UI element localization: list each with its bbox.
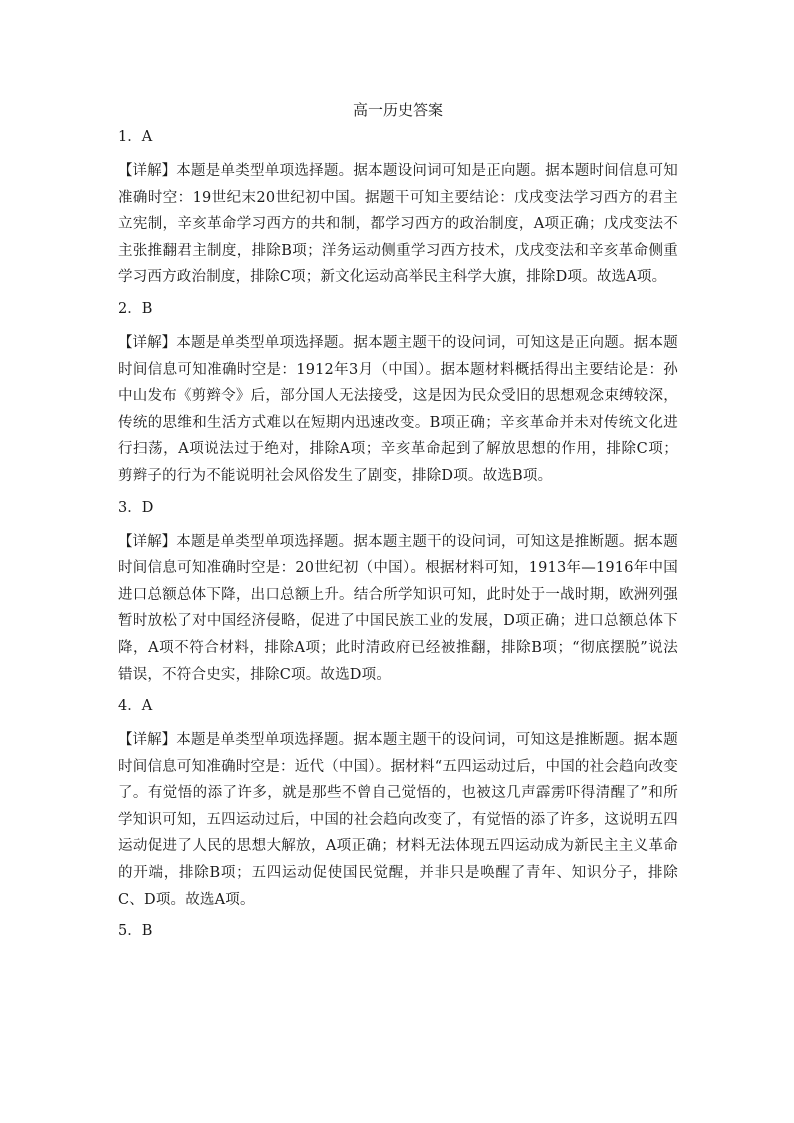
answer-explanation-1 [118, 158, 678, 291]
explanation-label: 【详解】 [118, 732, 177, 749]
explanation-text: 本题是单类型单项选择题。据本题主题干的设问词，可知这是正向题。据本题时间信息可知准确时空是：1912年3月（中国）。据本题材料概括得出主要结论是：孙中山发布《剪辫令》后，部分国人无法接受，这是因为民众受旧的思想观念束缚较深，传统的思维和生活方式难以在短期内迅速改变。B项正确；辛亥革命并未对传统文化进行扫荡，A项说法过于绝对，排除A项；辛亥革命起到了解放思想的作用，排除C项；剪辫子的行为不能说明社会风俗发生了剧变，排除D项。故选B项。 [118, 334, 679, 484]
answer-number-4: 4．A [118, 698, 153, 715]
explanation-label: 【详解】 [118, 163, 177, 179]
answer-number-3: 3．D [118, 499, 154, 516]
answer-number-2: 2．B [118, 300, 153, 317]
explanation-label: 【详解】 [118, 533, 177, 550]
answer-number-1: 1．A [118, 129, 153, 145]
answer-explanation-2 [118, 330, 678, 490]
explanation-text: 本题是单类型单项选择题。据本题设问词可知是正向题。据本题时间信息可知准确时空：19世纪末20世纪初中国。据题干可知主要结论：戊戌变法学习西方的君主立宪制，辛亥革命学习西方的共和制，都学习西方的政治制度，A项正确；戊戌变法不主张推翻君主制度，排除B项；洋务运动侧重学习西方技术，戊戌变法和辛亥革命侧重学习西方政治制度，排除C项；新文化运动高举民主科学大旗，排除D项。故选A项。 [118, 163, 679, 286]
page-title: 高一历史答案 [352, 101, 443, 119]
explanation-text: 本题是单类型单项选择题。据本题主题干的设问词，可知这是推断题。据本题时间信息可知准确时空是：20世纪初（中国）。根据材料可知，1913年—1916年中国进口总额总体下降，出口总额上升。结合所学知识可知，此时处于一战时期，欧洲列强暂时放松了对中国经济侵略，促进了中国民族工业的发展，D项正确；进口总额总体下降，A项不符合材料，排除A项；此时清政府已经被推翻，排除B项；“彻底摆脱”说法错误，不符合史实，排除C项。故选D项。 [118, 533, 679, 683]
answer-number-5: 5．B [118, 923, 153, 940]
answer-explanation-4 [118, 727, 678, 913]
explanation-text: 本题是单类型单项选择题。据本题主题干的设问词，可知这是推断题。据本题时间信息可知准确时空是：近代（中国）。据材料“五四运动过后，中国的社会趋向改变了。有觉悟的添了许多，就是那些不曾自己觉悟的，也被这几声霹雳吓得清醒了”和所学知识可知，五四运动过后，中国的社会趋向改变了，有觉悟的添了许多，这说明五四运动促进了人民的思想大解放，A项正确；材料无法体现五四运动成为新民主主义革命的开端，排除B项；五四运动促使国民觉醒，并非只是唤醒了青年、知识分子，排除C、D项。故选A项。 [118, 732, 679, 908]
answer-document [118, 100, 678, 952]
explanation-label: 【详解】 [118, 334, 177, 351]
answer-explanation-3 [118, 529, 678, 689]
